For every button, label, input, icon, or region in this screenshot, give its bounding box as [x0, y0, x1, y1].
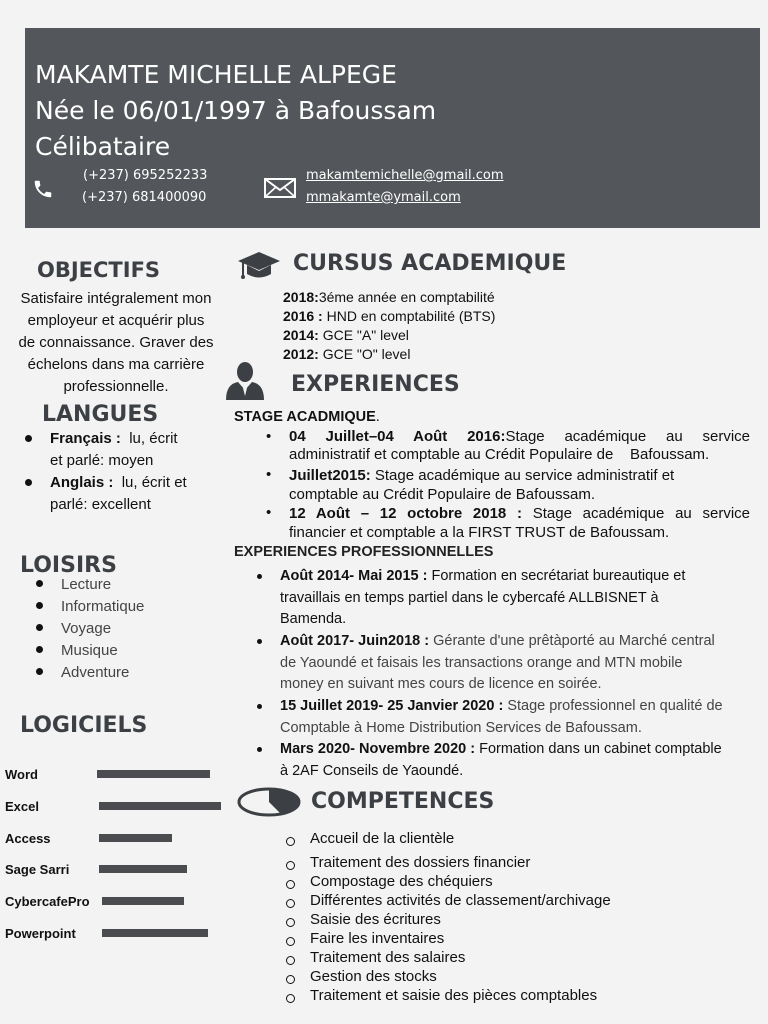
competence-item: Différentes activités de classement/archivage [310, 892, 611, 909]
objectif-line: échelons dans ma carrière [27, 356, 205, 373]
software-level-bar [102, 929, 208, 937]
pro-line: travaillais en temps partiel dans le cybercafé ALLBISNET à [280, 589, 659, 606]
competence-item: Traitement des dossiers financier [310, 854, 531, 871]
software-name: Sage Sarri [5, 862, 70, 877]
bullet-icon [36, 668, 43, 675]
stage-text: Stage académique au service [505, 428, 750, 445]
cursus-item [283, 327, 409, 343]
cursus-text: 3éme année en comptabilité [318, 289, 495, 305]
stage-line: financier et comptable a la FIRST TRUST de Bafoussam. [289, 524, 670, 541]
bullet-icon [257, 639, 262, 644]
langue-level: parlé: excellent [50, 496, 151, 513]
circle-bullet-icon [286, 880, 295, 889]
pro-line [280, 696, 723, 718]
cursus-year: 2018: [283, 289, 319, 305]
pro-line: money en suivant mes cours de licence en soirée. [280, 676, 602, 692]
circle-bullet-icon [286, 975, 295, 984]
pro-line [280, 739, 722, 761]
langue-level: et parlé: moyen [50, 452, 154, 469]
software-level-bar [102, 897, 184, 905]
loisir-item: Informatique [61, 598, 145, 615]
loisir-item: Adventure [61, 664, 130, 681]
cursus-item [283, 289, 495, 305]
bullet-icon [257, 574, 262, 579]
objectif-line: Satisfaire intégralement mon [20, 290, 212, 307]
langues-title: LANGUES [42, 402, 159, 427]
software-name: CybercafePro [5, 894, 90, 909]
loisir-item: Lecture [61, 576, 112, 593]
birth-info: Née le 06/01/1997 à Bafoussam [35, 96, 437, 125]
objectifs-title: OBJECTIFS [37, 258, 161, 282]
bullet-icon [257, 704, 262, 709]
pro-line: à 2AF Conseils de Yaoundé. [280, 762, 464, 779]
graduation-cap-icon [237, 250, 281, 284]
langue-item-french [50, 428, 178, 472]
stage-title: STAGE ACADMIQUE [234, 409, 376, 425]
cursus-title: CURSUS ACADEMIQUE [293, 251, 567, 276]
software-level-bar [99, 802, 221, 810]
pro-text: Formation dans un cabinet comptable [475, 741, 722, 757]
langue-level: lu, écrit [129, 430, 178, 447]
pro-line: Comptable à Home Distribution Services de Bafoussam. [280, 719, 642, 736]
email-link-2[interactable]: mmakamte@ymail.com [306, 190, 461, 205]
stage-item [289, 466, 750, 504]
bullet-icon [36, 624, 43, 631]
langue-item-english [50, 472, 187, 516]
pro-date: Août 2017- Juin2018 : [280, 633, 430, 649]
stage-text: Stage académique au service [522, 505, 750, 522]
competence-item: Gestion des stocks [310, 968, 437, 985]
logiciels-title: LOGICIELS [20, 713, 148, 738]
stage-line [289, 428, 750, 446]
bullet-icon: • [266, 466, 272, 483]
pro-date: 15 Juillet 2019- 25 Janvier 2020 : [280, 698, 504, 714]
stage-date: Juillet2015: [289, 467, 371, 484]
bullet-icon [257, 747, 262, 752]
circle-bullet-icon [286, 956, 295, 965]
software-name: Access [5, 831, 51, 846]
phone-icon [32, 178, 54, 200]
stage-item [289, 428, 750, 464]
software-level-bar [99, 865, 187, 873]
cursus-text: GCE "O" level [318, 346, 411, 362]
langue-level: lu, écrit et [121, 474, 187, 491]
pro-item [280, 739, 722, 782]
pro-heading: EXPERIENCES PROFESSIONNELLES [234, 544, 494, 560]
pro-item [280, 696, 723, 739]
cursus-text: HND en comptabilité (BTS) [322, 308, 496, 324]
bullet-icon: • [266, 428, 272, 445]
competence-item: Accueil de la clientèle [310, 830, 455, 847]
phone-number-1: (+237) 695252233 [83, 168, 208, 183]
pro-item [280, 566, 685, 631]
phone-number-2: (+237) 681400090 [82, 190, 207, 205]
stage-line [289, 504, 750, 523]
competence-item: Traitement des salaires [310, 949, 466, 966]
header-banner [25, 28, 760, 228]
cursus-item [283, 346, 410, 362]
pro-line: de Yaoundé et faisais les transactions orange and MTN mobile [280, 654, 683, 671]
full-name: MAKAMTE MICHELLE ALPEGE [35, 60, 397, 89]
stage-item [289, 504, 750, 542]
langue-name: Anglais : [50, 474, 114, 491]
software-name: Excel [5, 799, 39, 814]
competence-item: Saisie des écritures [310, 911, 441, 928]
objectif-line: professionnelle. [63, 378, 169, 395]
loisir-item: Musique [61, 642, 118, 659]
pie-chart-icon [237, 785, 303, 817]
loisir-item: Voyage [61, 620, 112, 637]
stage-line: comptable au Crédit Populaire de Bafoussam. [289, 486, 596, 503]
stage-text: Stage académique au service administratif et [370, 467, 675, 484]
circle-bullet-icon [286, 899, 295, 908]
competence-item: Faire les inventaires [310, 930, 445, 947]
pro-date: Août 2014- Mai 2015 : [280, 568, 428, 584]
email-link-1[interactable]: makamtemichelle@gmail.com [306, 168, 504, 183]
bullet-icon: • [266, 504, 272, 521]
software-name: Powerpoint [5, 926, 76, 941]
circle-bullet-icon [286, 994, 295, 1003]
competences-title: COMPETENCES [311, 789, 495, 814]
competence-item: Traitement et saisie des pièces comptables [310, 987, 598, 1004]
cursus-text: GCE "A" level [318, 327, 409, 343]
envelope-icon [264, 178, 296, 198]
pro-date: Mars 2020- Novembre 2020 : [280, 741, 476, 757]
cursus-year: 2016 : [283, 308, 323, 324]
circle-bullet-icon [286, 918, 295, 927]
cursus-year: 2014: [283, 327, 319, 343]
pro-text: Stage professionnel en qualité de [503, 698, 723, 714]
stage-date: 04 Juillet–04 Août 2016: [289, 428, 506, 445]
stage-title-dot: . [375, 409, 380, 425]
pro-line: Bamenda. [280, 611, 347, 627]
software-level-bar [97, 770, 210, 778]
cursus-year: 2012: [283, 346, 319, 362]
bullet-icon [25, 435, 32, 442]
objectifs-text [8, 288, 224, 398]
circle-bullet-icon [286, 837, 295, 846]
person-icon [222, 360, 268, 400]
experiences-title: EXPERIENCES [291, 372, 460, 397]
stage-line [289, 466, 750, 485]
marital-status: Célibataire [35, 132, 171, 161]
circle-bullet-icon [286, 937, 295, 946]
cursus-item [283, 308, 495, 324]
pro-text: Gérante d'une prêtàporté au Marché central [429, 633, 715, 649]
bullet-icon [36, 646, 43, 653]
pro-item [280, 631, 715, 696]
circle-bullet-icon [286, 861, 295, 870]
bullet-icon [36, 602, 43, 609]
pro-line [280, 566, 685, 588]
bullet-icon [36, 580, 43, 587]
software-level-bar [99, 834, 172, 842]
stage-line: administratif et comptable au Crédit Populaire de Bafoussam. [289, 446, 710, 463]
stage-heading [234, 409, 380, 425]
loisirs-title: LOISIRS [20, 553, 117, 578]
stage-date: 12 Août – 12 octobre 2018 : [289, 505, 522, 522]
bullet-icon [25, 479, 32, 486]
pro-text: Formation en secrétariat bureautique et [427, 568, 686, 584]
software-name: Word [5, 767, 38, 782]
competence-item: Compostage des chéquiers [310, 873, 493, 890]
objectif-line: de connaissance. Graver des [18, 334, 214, 351]
langue-name: Français : [50, 430, 121, 447]
pro-line [280, 631, 715, 653]
objectif-line: employeur et acquérir plus [27, 312, 205, 329]
